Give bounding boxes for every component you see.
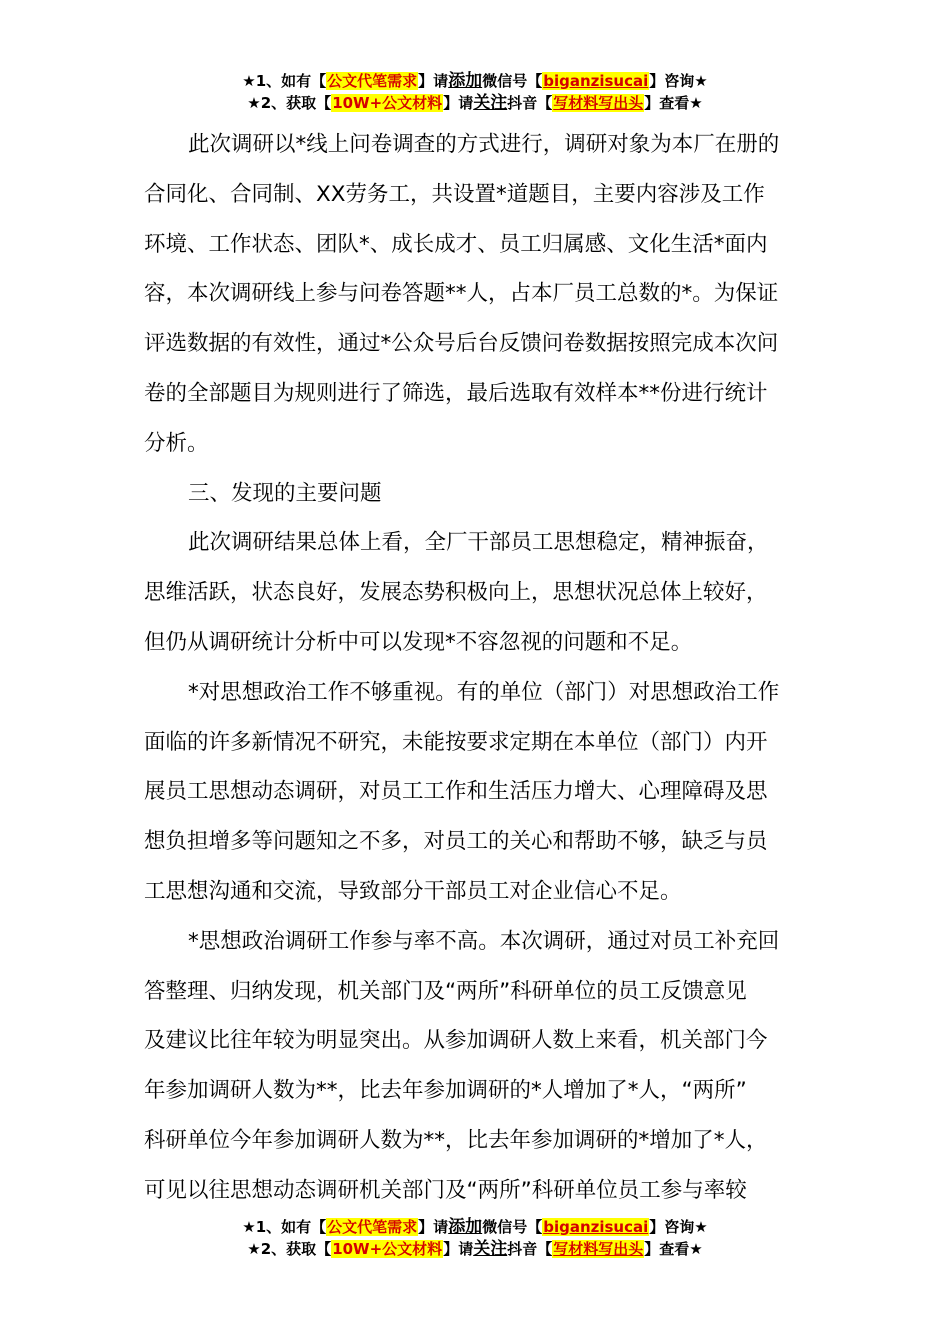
highlight-service: 公文代笔需求 bbox=[327, 72, 418, 90]
highlight-service: 公文代笔需求 bbox=[327, 1218, 418, 1236]
banner-emphasis: 关注 bbox=[473, 93, 508, 113]
paragraph-line: 答整理、归纳发现，机关部门及“两所”科研单位的员工反馈意见 bbox=[144, 978, 747, 1004]
paragraph-line: 合同化、合同制、XX劳务工，共设置*道题目，主要内容涉及工作 bbox=[144, 181, 765, 207]
paragraph-line: 但仍从调研统计分析中可以发现*不容忽视的问题和不足。 bbox=[144, 629, 693, 655]
footer-banner bbox=[0, 1216, 950, 1260]
banner-text: 】查看★ bbox=[644, 94, 703, 112]
banner-text: 1、如有【 bbox=[255, 1218, 327, 1236]
paragraph-line: 年参加调研人数为**，比去年参加调研的*人增加了*人，“两所” bbox=[144, 1078, 747, 1104]
paragraph-line: 面临的许多新情况不研究，未能按要求定期在本单位（部门）内开 bbox=[144, 729, 768, 755]
paragraph-line: 环境、工作状态、团队*、成长成才、员工归属感、文化生活*面内 bbox=[144, 231, 768, 257]
paragraph-line: 科研单位今年参加调研人数为**，比去年参加调研的*增加了*人， bbox=[144, 1127, 768, 1153]
highlight-douyin: 写材料写出头 bbox=[553, 94, 644, 112]
banner-emphasis: 添加 bbox=[448, 1217, 483, 1237]
star-icon: ★ bbox=[242, 72, 256, 90]
paragraph-line: *对思想政治工作不够重视。有的单位（部门）对思想政治工作 bbox=[188, 679, 780, 705]
banner-text: 2、获取【 bbox=[260, 1240, 332, 1258]
banner-line-2 bbox=[0, 92, 950, 114]
paragraph-line: 此次调研以*线上问卷调查的方式进行，调研对象为本厂在册的 bbox=[188, 132, 780, 157]
paragraph-line: 想负担增多等问题知之不多，对员工的关心和帮助不够，缺乏与员 bbox=[144, 829, 768, 855]
star-icon: ★ bbox=[247, 1240, 261, 1258]
paragraph-line: 评选数据的有效性，通过*公众号后台反馈问卷数据按照完成本次问 bbox=[144, 331, 779, 357]
banner-text: 】请 bbox=[418, 1218, 449, 1236]
highlight-wechat-id: biganzisucai bbox=[543, 1218, 649, 1236]
star-icon: ★ bbox=[247, 94, 261, 112]
paragraph-line: 工思想沟通和交流，导致部分干部员工对企业信心不足。 bbox=[144, 878, 682, 904]
banner-text: 】查看★ bbox=[644, 1240, 703, 1258]
banner-text: 抖音【 bbox=[507, 94, 553, 112]
banner-text: 微信号【 bbox=[482, 1218, 543, 1236]
banner-line-1 bbox=[0, 1216, 950, 1238]
banner-text: 2、获取【 bbox=[260, 94, 332, 112]
banner-line-1 bbox=[0, 70, 950, 92]
paragraph-line: 可见以往思想动态调研机关部门及“两所”科研单位员工参与率较 bbox=[144, 1177, 747, 1203]
paragraph-line: 卷的全部题目为规则进行了筛选，最后选取有效样本**份进行统计 bbox=[144, 380, 768, 406]
banner-text: 微信号【 bbox=[482, 72, 543, 90]
banner-text: 】咨询★ bbox=[649, 72, 708, 90]
paragraph-line: 此次调研结果总体上看，全厂干部员工思想稳定，精神振奋， bbox=[188, 530, 769, 556]
paragraph-line: 展员工思想动态调研，对员工工作和生活压力增大、心理障碍及思 bbox=[144, 779, 768, 805]
banner-emphasis: 添加 bbox=[448, 71, 483, 91]
banner-line-2 bbox=[0, 1238, 950, 1260]
banner-text: 】请 bbox=[443, 1240, 474, 1258]
paragraph-line: 分析。 bbox=[144, 430, 209, 456]
banner-text: 】咨询★ bbox=[649, 1218, 708, 1236]
document-body bbox=[144, 120, 808, 1216]
highlight-materials: 10W+公文材料 bbox=[332, 1240, 443, 1258]
paragraph-line: 容，本次调研线上参与问卷答题**人，占本厂员工总数的*。为保证 bbox=[144, 281, 779, 307]
banner-text: 】请 bbox=[418, 72, 449, 90]
paragraph-line: 思维活跃，状态良好，发展态势积极向上，思想状况总体上较好， bbox=[144, 580, 768, 606]
paragraph-line: 及建议比往年较为明显突出。从参加调研人数上来看，机关部门今 bbox=[144, 1028, 768, 1054]
highlight-douyin: 写材料写出头 bbox=[553, 1240, 644, 1258]
highlight-wechat-id: biganzisucai bbox=[543, 72, 649, 90]
header-banner bbox=[0, 70, 950, 114]
highlight-materials: 10W+公文材料 bbox=[332, 94, 443, 112]
paragraph-line: *思想政治调研工作参与率不高。本次调研，通过对员工补充回 bbox=[188, 928, 780, 954]
banner-emphasis: 关注 bbox=[473, 1239, 508, 1259]
banner-text: 1、如有【 bbox=[255, 72, 327, 90]
section-heading: 三、发现的主要问题 bbox=[188, 480, 382, 506]
star-icon: ★ bbox=[242, 1218, 256, 1236]
banner-text: 抖音【 bbox=[507, 1240, 553, 1258]
banner-text: 】请 bbox=[443, 94, 474, 112]
